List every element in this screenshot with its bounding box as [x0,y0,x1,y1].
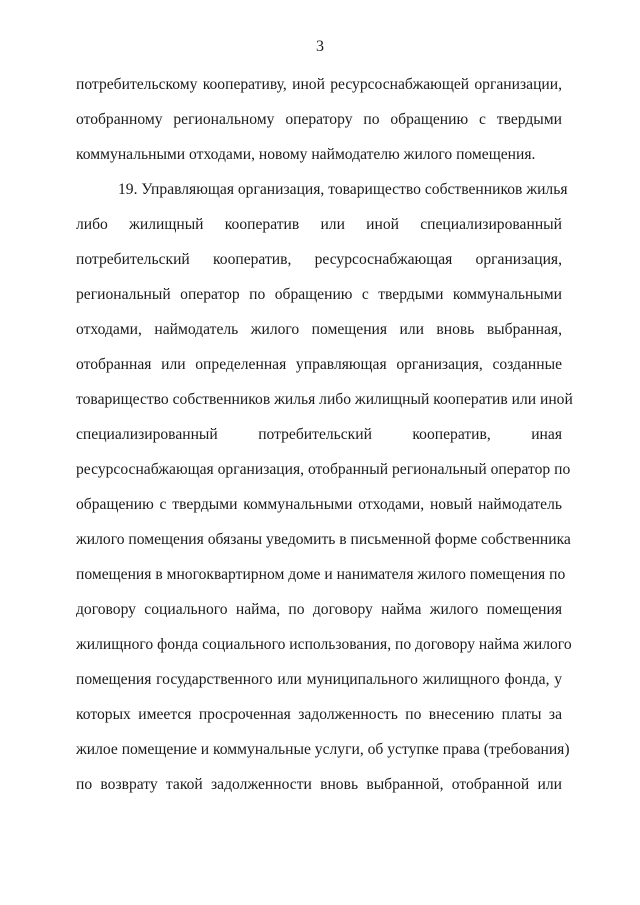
text-line: товарищество собственников жилья либо жилищный кооператив или иной [76,391,573,408]
text-line: которых имеется просроченная задолженность по внесению платы за [76,706,562,723]
text-line: жилое помещение и коммунальные услуги, об уступке права (требования) [76,741,570,758]
text-line: потребительский кооператив, ресурсоснабжающая организация, [76,251,562,268]
text-line: помещения в многоквартирном доме и нанимателя жилого помещения по [76,566,566,583]
text-line: либо жилищный кооператив или иной специализированный [76,216,562,233]
text-line: региональный оператор по обращению с твердыми коммунальными [76,286,562,303]
text-line: жилого помещения обязаны уведомить в письменной форме собственника [76,531,571,548]
text-line: отходами, наймодатель жилого помещения или вновь выбранная, [76,321,562,338]
text-line: помещения государственного или муниципального жилищного фонда, у [76,671,562,688]
page-number: 3 [316,38,324,55]
text-line: жилищного фонда социального использования, по договору найма жилого [76,636,572,653]
text-line: по возврату такой задолженности вновь выбранной, отобранной или [76,776,562,793]
text-line: коммунальными отходами, новому наймодателю жилого помещения. [76,146,536,163]
text-line: обращению с твердыми коммунальными отходами, новый наймодатель [76,496,562,513]
text-line: ресурсоснабжающая организация, отобранный региональный оператор по [76,461,571,478]
paragraph-19-first-line: 19. Управляющая организация, товарищество собственников жилья [118,181,568,198]
text-line: отобранному региональному оператору по обращению с твердыми [76,111,562,128]
text-line: специализированный потребительский кооператив, иная [76,426,562,443]
text-line: отобранная или определенная управляющая организация, созданные [76,356,562,373]
text-line: потребительскому кооперативу, иной ресурсоснабжающей организации, [76,76,562,93]
text-line: договору социального найма, по договору найма жилого помещения [76,601,562,618]
